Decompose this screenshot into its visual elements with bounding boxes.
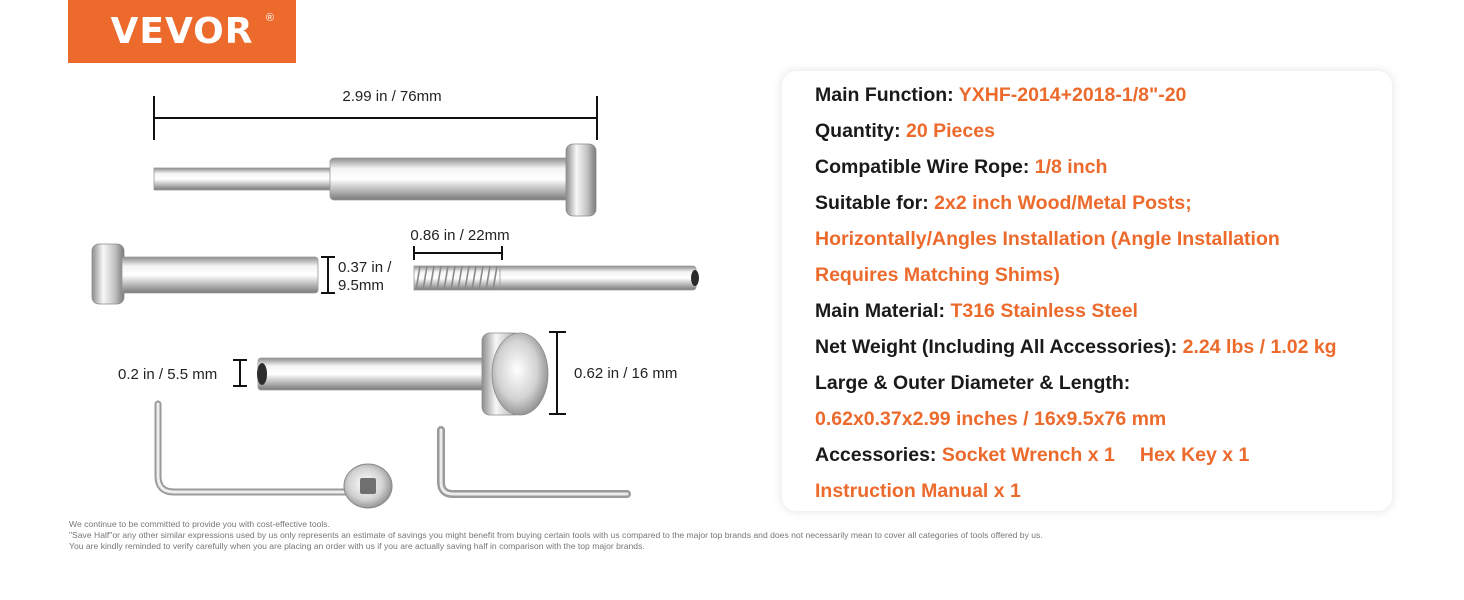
registered-mark: ®: [265, 12, 274, 24]
thread-label: 0.86 in / 22mm: [410, 227, 510, 244]
hex-key-icon: [441, 430, 627, 494]
spec-suitable: [815, 191, 1192, 215]
spec-compatible: [815, 155, 1107, 179]
length-label: 2.99 in / 76mm: [342, 88, 442, 105]
spec-value: Socket Wrench x 1: [941, 444, 1115, 466]
spec-value: 0.62x0.37x2.99 inches / 16x9.5x76 mm: [815, 408, 1167, 430]
spec-key: Main Function:: [815, 84, 959, 106]
spec-accessories-line-2: [815, 479, 1021, 503]
shank-label-2: 9.5mm: [338, 277, 384, 294]
spec-suitable-line-3: [815, 263, 1060, 287]
spec-key: Suitable for:: [815, 192, 935, 214]
spec-value-2: Hex Key x 1: [1139, 444, 1250, 466]
spec-key: Compatible Wire Rope:: [815, 156, 1035, 178]
hole-dimension: [118, 360, 247, 386]
shank-dimension: [321, 257, 392, 294]
spec-key: Quantity:: [815, 120, 906, 142]
fitting-threaded: [410, 227, 699, 290]
spec-value: 2x2 inch Wood/Metal Posts;: [934, 192, 1192, 214]
spec-key: Accessories:: [815, 444, 942, 466]
spec-key: Net Weight (Including All Accessories):: [815, 336, 1183, 358]
spec-value: T316 Stainless Steel: [950, 300, 1138, 322]
spec-value: 20 Pieces: [906, 120, 995, 142]
footer-line-1: We continue to be committed to provide you with cost-effective tools.: [69, 519, 330, 529]
spec-suitable-line-2: [815, 227, 1280, 251]
spec-value: YXHF-2014+2018-1/8"-20: [958, 84, 1187, 106]
spec-main-function: [815, 83, 1186, 107]
spec-dimensions-key: [815, 371, 1130, 395]
footer-line-3: You are kindly reminded to verify carefully when you are placing an order with us if you are actually saving half in comparison with the top major brands.: [69, 541, 645, 551]
head-label: 0.62 in / 16 mm: [574, 365, 678, 382]
head-dimension: [549, 332, 677, 414]
spec-quantity: [815, 119, 995, 143]
product-diagram: [0, 0, 760, 520]
spec-accessories: [815, 443, 1249, 467]
fitting-left: [92, 244, 318, 304]
spec-material: [815, 299, 1138, 323]
fitting-full: [154, 144, 596, 216]
shank-label-1: 0.37 in /: [338, 259, 392, 276]
brand-name: VEVOR: [110, 11, 254, 52]
spec-key: Large & Outer Diameter & Length:: [815, 372, 1131, 394]
socket-wrench-icon: [158, 404, 392, 508]
spec-value: Horizontally/Angles Installation (Angle Installation: [815, 228, 1280, 250]
footer-line-2: "Save Half"or any other similar expressions used by us only represents an estimate of savings you might benefit from buying certain tools with us compared to the major top brands and does not necessarily mean to cover all categories of tools offered by us.: [69, 530, 1043, 540]
spec-dimensions-value: [815, 407, 1166, 431]
spec-weight: [815, 335, 1337, 359]
spec-value: 1/8 inch: [1034, 156, 1108, 178]
spec-key: Main Material:: [815, 300, 951, 322]
spec-value: Instruction Manual x 1: [815, 480, 1021, 502]
length-dimension: [154, 88, 597, 140]
spec-value: Requires Matching Shims): [815, 264, 1060, 286]
fitting-round-head: [257, 333, 548, 415]
hole-label: 0.2 in / 5.5 mm: [118, 366, 218, 383]
spec-value: 2.24 lbs / 1.02 kg: [1182, 336, 1337, 358]
